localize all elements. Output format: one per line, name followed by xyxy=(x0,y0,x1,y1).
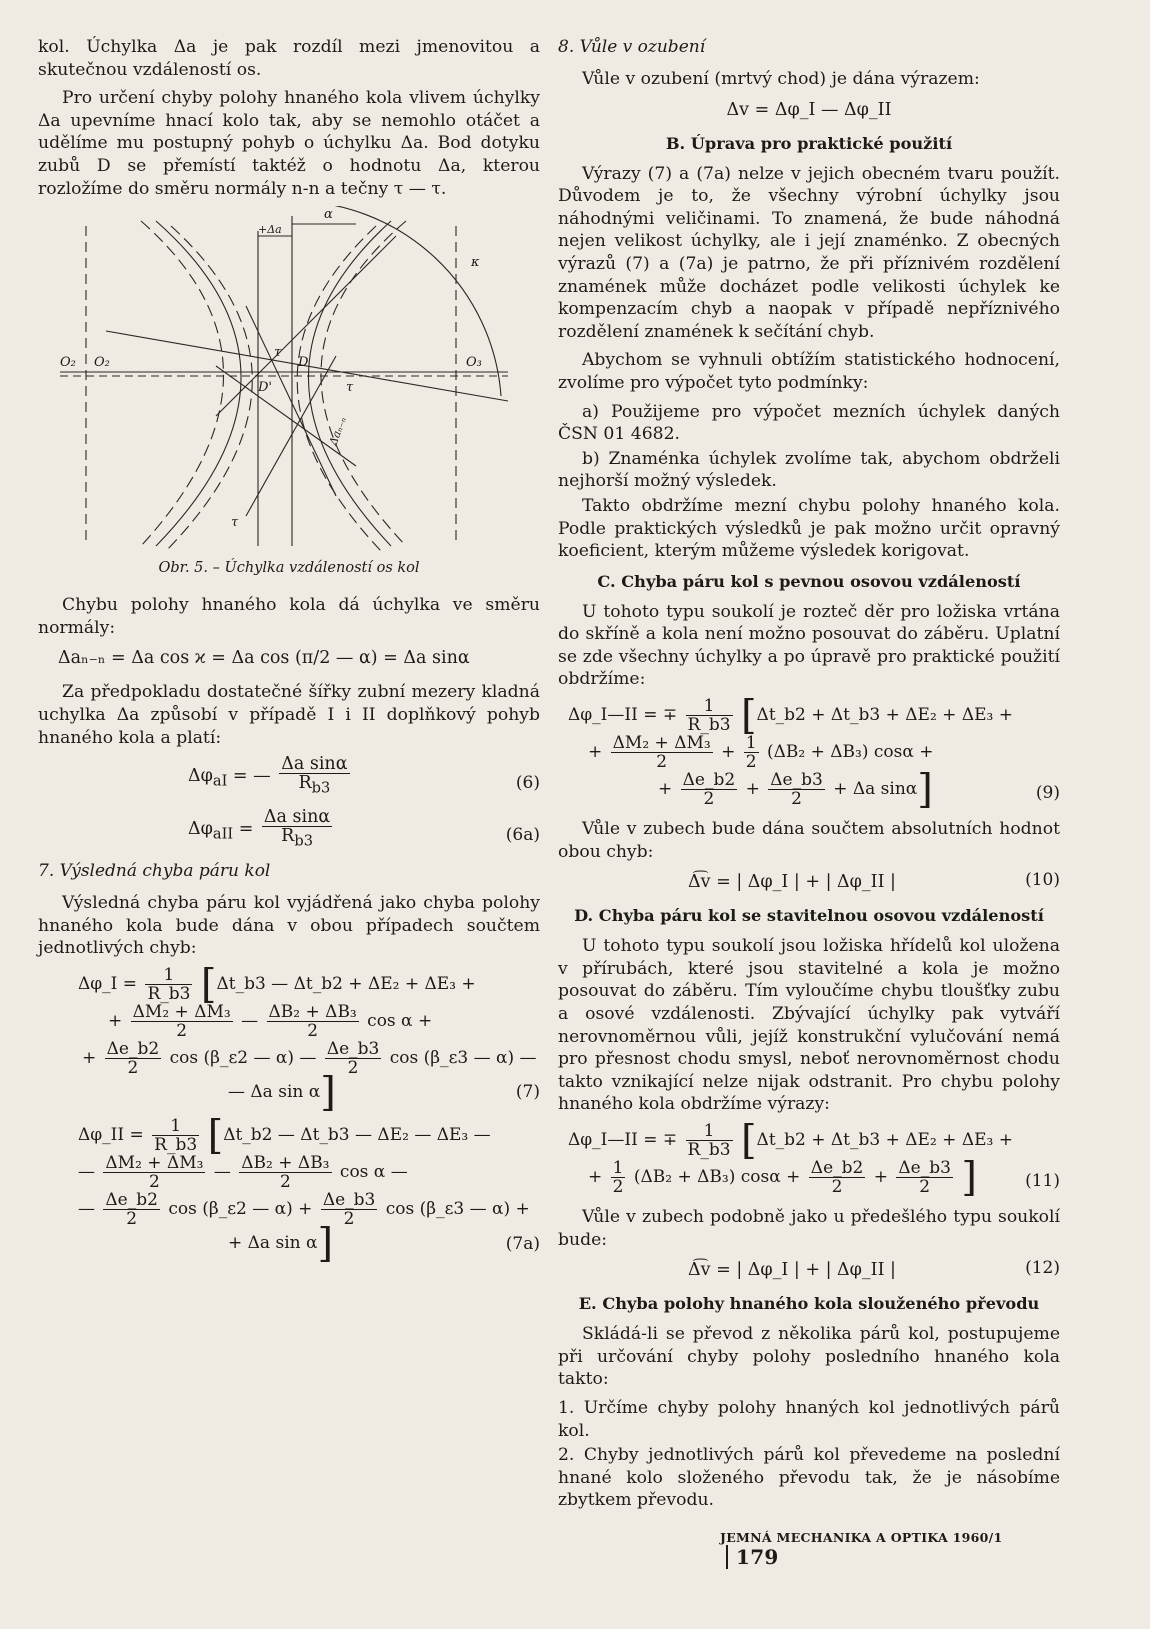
journal-name: JEMNÁ MECHANIKA A OPTIKA 1960/1 xyxy=(720,1530,1003,1545)
paragraph-d-1: U tohoto typu soukolí jsou ložiska hřídelů kol uložena v přírubách, které jsou stavitelné a kola je možno posouvat do záběru. Tím vyloučíme chybu tloušťky zubu a osové vzdálenosti. Zbývající úchylky pak vytváří nerovnoměrnou vůli, jejíž konstrukční vylučování nemá pro přesnost chodu smysl, neboť nerovnoměrnost chodu takto vznikající nelze nijak odstranit. Pro chybu polohy hnaného kola obdržíme výrazy: xyxy=(558,936,1060,1115)
paragraph-normal: Chybu polohy hnaného kola dá úchylka ve směru normály: xyxy=(38,595,540,638)
paragraph-b-4: b) Znaménka úchylek zvolíme tak, abychom obdrželi nejhorší možný výsledek. xyxy=(558,448,1060,492)
paragraph-c-2: Vůle v zubech bude dána součtem absolutních hodnot obou chyb: xyxy=(558,819,1060,862)
label-tau-2: τ xyxy=(346,380,354,396)
equation-7a: Δφ_II = $\frac{1}{R\_b3}$ [Δt_b2 — Δt_b3 — ΔE₂ — ΔE₃ — — $\frac{\text{ΔM₂ + ΔM₃}}{2}$ — $\frac{\text{ΔB₂ + ΔB₃}}{2}$ cos α — — $\frac{\Delta e\_b2}{2}$ cos (β_ε2 — α) + $\frac{\Delta e\_b3}{2}$ cos (β_ε3 — α) + + Δa sin α] (7a) xyxy=(78,1112,540,1267)
equation-11: Δφ_I—II = ∓ $\frac{1}{R\_b3}$ [Δt_b2 + Δt_b3 + ΔE₂ + ΔE₃ + + $\frac{1}{2}$ (ΔB₂ + ΔB₃) cosα + $\frac{\Delta e\_b2}{2}$ + $\frac{\Delta e\_b3}{2}$ ] (11) xyxy=(568,1117,1060,1201)
figure-caption: Obr. 5. – Úchylka vzdáleností os kol xyxy=(158,560,420,577)
equation-number-7: (7) xyxy=(515,1082,540,1103)
equation-number-6: (6) xyxy=(515,772,540,793)
label-alpha: α xyxy=(324,207,333,223)
section-8-heading: 8. Vůle v ozubení xyxy=(558,37,706,57)
paragraph-b-1: Výrazy (7) a (7a) nelze v jejich obecném tvaru použít. Důvodem je to, že všechny výrobní úchylky jsou náhodnými veličinami. To znamená, že bude náhodná nejen velikost úchylky, ale i její znaménko. Z obecných výrazů (7) a (7a) je patrno, že při příznivém rozdělení znamének může docházet podle velikosti úchylek ke kompenzacím chyb a naopak v případě nepříznivého rozdělení znamének k sečítání chyb. xyxy=(558,163,1060,342)
paragraph-intro-2: Pro určení chyby polohy hnaného kola vlivem úchylky Δa upevníme hnací kolo tak, aby se nemohlo otáčet a udělíme mu postupný pohyb o úchylku Δa. Bod dotyku zubů D se přemístí taktéž o hodnotu Δa, kterou rozložíme do směru normály n-n a tečny τ — τ. xyxy=(38,88,540,199)
equation-6a: $\Delta\varphi_{aII}$ = $\frac{\text{Δa sinα}}{R_{b3}}$ (6a) xyxy=(188,806,540,850)
equation-normal: Δaₙ₋ₙ = Δa cos ϰ = Δa cos (π/2 — α) = Δa sinα xyxy=(58,648,470,669)
equation-12: Δ͡v = | Δφ_I | + | Δφ_II | (12) xyxy=(688,1257,1060,1283)
paragraph-intro: kol. Úchylka Δa je pak rozdíl mezi jmenovitou a skutečnou vzdáleností os. xyxy=(38,37,540,80)
paragraph-assume: Za předpokladu dostatečné šířky zubní mezery kladná uchylka Δa způsobí v případě I i II doplňkový pohyb hnaného kola a platí: xyxy=(38,682,540,748)
label-d: D xyxy=(298,355,309,371)
equation-6: $\Delta\varphi_{aI}$ = — $\frac{\text{Δa sinα}}{R_{b3}}$ (6) xyxy=(188,754,540,797)
label-d-prime: D' xyxy=(258,380,272,396)
figure-5 xyxy=(46,206,526,556)
equation-9: Δφ_I—II = ∓ $\frac{1}{R\_b3}$ [Δt_b2 + Δt_b3 + ΔE₂ + ΔE₃ + + $\frac{\text{ΔM₂ + ΔM₃}}{2}$ + $\frac{1}{2}$ (ΔB₂ + ΔB₃) cosα + + $\frac{\Delta e\_b2}{2}$ + $\frac{\Delta e\_b3}{2}$ + Δa sinα] (9) xyxy=(568,692,1060,813)
paragraph-e-1: Skládá-li se převod z několika párů kol, postupujeme při určování chyby polohy posledního hnaného kola takto: xyxy=(558,1324,1060,1390)
label-tau-1: τ xyxy=(274,345,282,361)
section-c-heading: C. Chyba páru kol s pevnou osovou vzdáleností xyxy=(597,571,1021,591)
section-e-heading: E. Chyba polohy hnaného kola slouženého převodu xyxy=(578,1294,1040,1314)
label-o3: O₃ xyxy=(466,355,482,371)
left-column xyxy=(38,36,540,1269)
paragraph-b-2: Abychom se vyhnuli obtížím statistického hodnocení, zvolíme pro výpočet tyto podmínky: xyxy=(558,350,1060,393)
paragraph-e-3: 2. Chyby jednotlivých párů kol převedeme na poslední hnané kolo složeného převodu tak, že je násobíme zbytkem převodu. xyxy=(558,1445,1060,1511)
equation-8: Δv = Δφ_I — Δφ_II xyxy=(726,99,892,120)
equation-number-7a: (7a) xyxy=(505,1233,540,1254)
figure-5-drawing xyxy=(46,206,526,556)
paragraph-b-5: Takto obdržíme mezní chybu polohy hnaného kola. Podle praktických výsledků je pak možno určit opravný koeficient, kterým můžeme výsledek korigovat. xyxy=(558,495,1060,562)
section-7-heading: 7. Výsledná chyba páru kol xyxy=(38,861,271,882)
paragraph-c-1: U tohoto typu soukolí je rozteč děr pro ložiska vrtána do skříně a kola není možno posouvat do záběru. Uplatní se zde všechny úchylky a po úpravě pro praktické použití obdržíme: xyxy=(558,601,1060,690)
equation-10: Δ͡v = | Δφ_I | + | Δφ_II | (10) xyxy=(688,869,1060,895)
paragraph-d-2: Vůle v zubech podobně jako u předešlého typu soukolí bude: xyxy=(558,1207,1060,1250)
equation-number-11: (11) xyxy=(1025,1171,1060,1191)
page-number: 179 xyxy=(726,1545,779,1569)
section-d-heading: D. Chyba páru kol se stavitelnou osovou vzdáleností xyxy=(574,906,1044,926)
section-b-heading: B. Úprava pro praktické použití xyxy=(665,133,953,153)
equation-number-10: (10) xyxy=(1025,870,1060,891)
right-column xyxy=(558,36,1060,1518)
page-footer xyxy=(720,1530,1060,1569)
paragraph-e-2: 1. Určíme chyby polohy hnaných kol jednotlivých párů kol. xyxy=(558,1397,1060,1441)
equation-7: Δφ_I = $\frac{1}{R\_b3}$ [Δt_b3 — Δt_b2 + ΔE₂ + ΔE₃ + + $\frac{\text{ΔM₂ + ΔM₃}}{2}$ — $\frac{\text{ΔB₂ + ΔB₃}}{2}$ cos α + + $\frac{\Delta e\_b2}{2}$ cos (β_ε2 — α) — $\frac{\Delta e\_b3}{2}$ cos (β_ε3 — α) — — Δa sin α] (7) xyxy=(78,961,540,1116)
paragraph-7: Výsledná chyba páru kol vyjádřená jako chyba polohy hnaného kola bude dána v obou případech součtem jednotlivých chyb: xyxy=(38,893,540,959)
label-kappa: κ xyxy=(471,255,480,271)
equation-number-9: (9) xyxy=(1035,783,1060,804)
label-delta-a-nn: Δaₙ₋ₙ xyxy=(326,415,349,448)
label-tau-3: τ xyxy=(231,515,239,531)
label-o2-inner: O₂ xyxy=(94,355,110,371)
label-delta-a: +Δa xyxy=(258,223,282,237)
paragraph-8: Vůle v ozubení (mrtvý chod) je dána výrazem: xyxy=(582,69,980,89)
paragraph-b-3: a) Použijeme pro výpočet mezních úchylek daných ČSN 01 4682. xyxy=(558,401,1060,445)
equation-number-6a: (6a) xyxy=(505,825,540,846)
label-o2-outer: O₂ xyxy=(60,355,76,371)
equation-number-12: (12) xyxy=(1025,1258,1060,1279)
